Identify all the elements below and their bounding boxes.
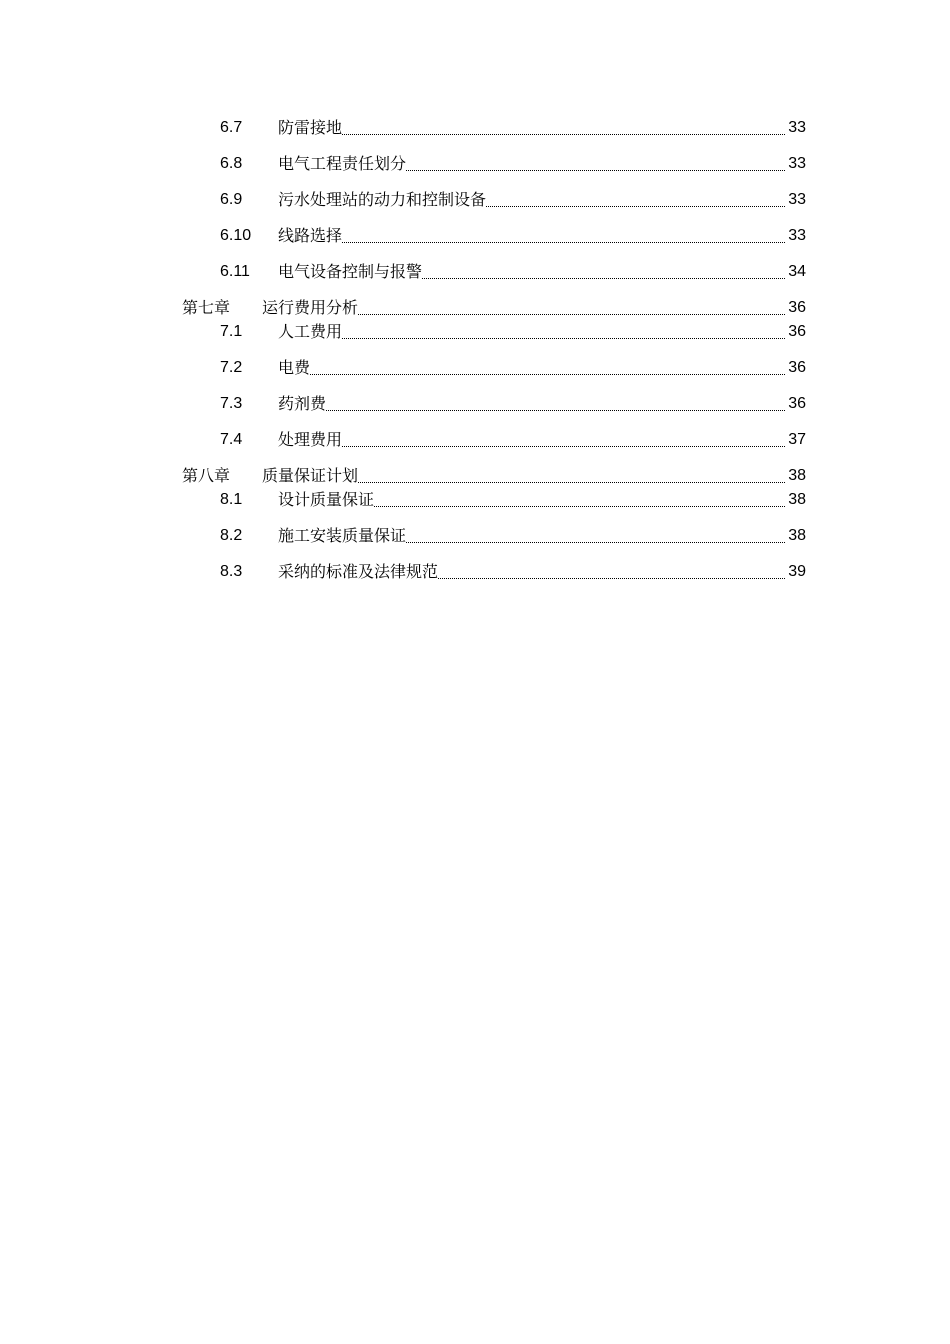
toc-chapter-8[interactable] (0, 464, 950, 488)
toc-entry-7-2[interactable] (0, 356, 950, 380)
toc-dot-leader (342, 320, 785, 344)
toc-entry-number: 8.2 (220, 527, 243, 544)
toc-entry-title: 电费 (278, 356, 310, 380)
toc-entry-6-10[interactable] (0, 224, 950, 248)
toc-entry-number: 7.2 (220, 359, 243, 376)
toc-entry-number: 6.8 (220, 155, 243, 172)
toc-entry-number: 7.4 (220, 431, 243, 448)
toc-entry-page: 33 (788, 227, 806, 244)
toc-entry-title-wrap (262, 296, 785, 320)
toc-entry-7-4[interactable] (0, 428, 950, 452)
toc-dot-leader (358, 464, 785, 488)
toc-entry-number: 7.3 (220, 395, 243, 412)
toc-chapter-7[interactable] (0, 296, 950, 320)
toc-entry-7-3[interactable] (0, 392, 950, 416)
toc-entry-title-wrap (278, 488, 785, 512)
toc-entry-title: 电气设备控制与报警 (278, 260, 422, 284)
toc-entry-6-11[interactable] (0, 260, 950, 284)
toc-entry-8-1[interactable] (0, 488, 950, 512)
toc-dot-leader (342, 224, 785, 248)
toc-entry-title-wrap (278, 260, 785, 284)
toc-entry-page: 38 (788, 491, 806, 508)
toc-dot-leader (374, 488, 785, 512)
toc-entry-7-1[interactable] (0, 320, 950, 344)
toc-entry-page: 33 (788, 191, 806, 208)
toc-chapter-title: 运行费用分析 (262, 296, 358, 320)
toc-entry-title: 电气工程责任划分 (278, 152, 406, 176)
toc-entry-number: 7.1 (220, 323, 243, 340)
toc-entry-title: 污水处理站的动力和控制设备 (278, 188, 486, 212)
toc-entry-title: 处理费用 (278, 428, 342, 452)
toc-entry-page: 37 (788, 431, 806, 448)
toc-entry-page: 38 (788, 467, 806, 484)
toc-dot-leader (326, 392, 785, 416)
toc-entry-title-wrap (278, 428, 785, 452)
toc-entry-number: 8.3 (220, 563, 243, 580)
toc-entry-page: 39 (788, 563, 806, 580)
toc-entry-title-wrap (278, 524, 785, 548)
toc-entry-title-wrap (278, 224, 785, 248)
toc-entry-6-7[interactable] (0, 116, 950, 140)
toc-entry-title-wrap (278, 356, 785, 380)
toc-entry-page: 36 (788, 299, 806, 316)
toc-entry-title: 采纳的标准及法律规范 (278, 560, 438, 584)
toc-entry-title-wrap (278, 320, 785, 344)
toc-entry-number: 8.1 (220, 491, 243, 508)
toc-dot-leader (342, 428, 785, 452)
toc-entry-title: 药剂费 (278, 392, 326, 416)
toc-entry-number: 6.11 (220, 263, 250, 280)
toc-dot-leader (310, 356, 785, 380)
toc-dot-leader (406, 152, 785, 176)
toc-entry-number: 6.7 (220, 119, 243, 136)
toc-dot-leader (358, 296, 785, 320)
toc-entry-6-8[interactable] (0, 152, 950, 176)
toc-entry-title-wrap (278, 188, 785, 212)
toc-entry-title: 设计质量保证 (278, 488, 374, 512)
toc-entry-title: 人工费用 (278, 320, 342, 344)
toc-entry-6-9[interactable] (0, 188, 950, 212)
toc-dot-leader (406, 524, 785, 548)
toc-entry-title-wrap (278, 392, 785, 416)
toc-entry-title-wrap (278, 116, 785, 140)
toc-dot-leader (486, 188, 785, 212)
toc-entry-number: 6.10 (220, 227, 252, 244)
toc-entry-page: 33 (788, 119, 806, 136)
toc-entry-8-2[interactable] (0, 524, 950, 548)
toc-entry-page: 36 (788, 395, 806, 412)
toc-dot-leader (438, 560, 785, 584)
toc-entry-page: 36 (788, 359, 806, 376)
toc-chapter-title: 质量保证计划 (262, 464, 358, 488)
toc-entry-title: 防雷接地 (278, 116, 342, 140)
toc-dot-leader (342, 116, 785, 140)
toc-chapter-number: 第七章 (182, 298, 231, 317)
toc-entry-title: 施工安装质量保证 (278, 524, 406, 548)
toc-entry-title-wrap (278, 152, 785, 176)
toc-entry-page: 33 (788, 155, 806, 172)
toc-chapter-number: 第八章 (182, 466, 231, 485)
toc-entry-page: 38 (788, 527, 806, 544)
toc-dot-leader (422, 260, 785, 284)
toc-entry-title-wrap (278, 560, 785, 584)
toc-entry-title: 线路选择 (278, 224, 342, 248)
toc-entry-title-wrap (262, 464, 785, 488)
toc-entry-page: 34 (788, 263, 806, 280)
toc-entry-page: 36 (788, 323, 806, 340)
toc-entry-8-3[interactable] (0, 560, 950, 584)
toc-entry-number: 6.9 (220, 191, 243, 208)
